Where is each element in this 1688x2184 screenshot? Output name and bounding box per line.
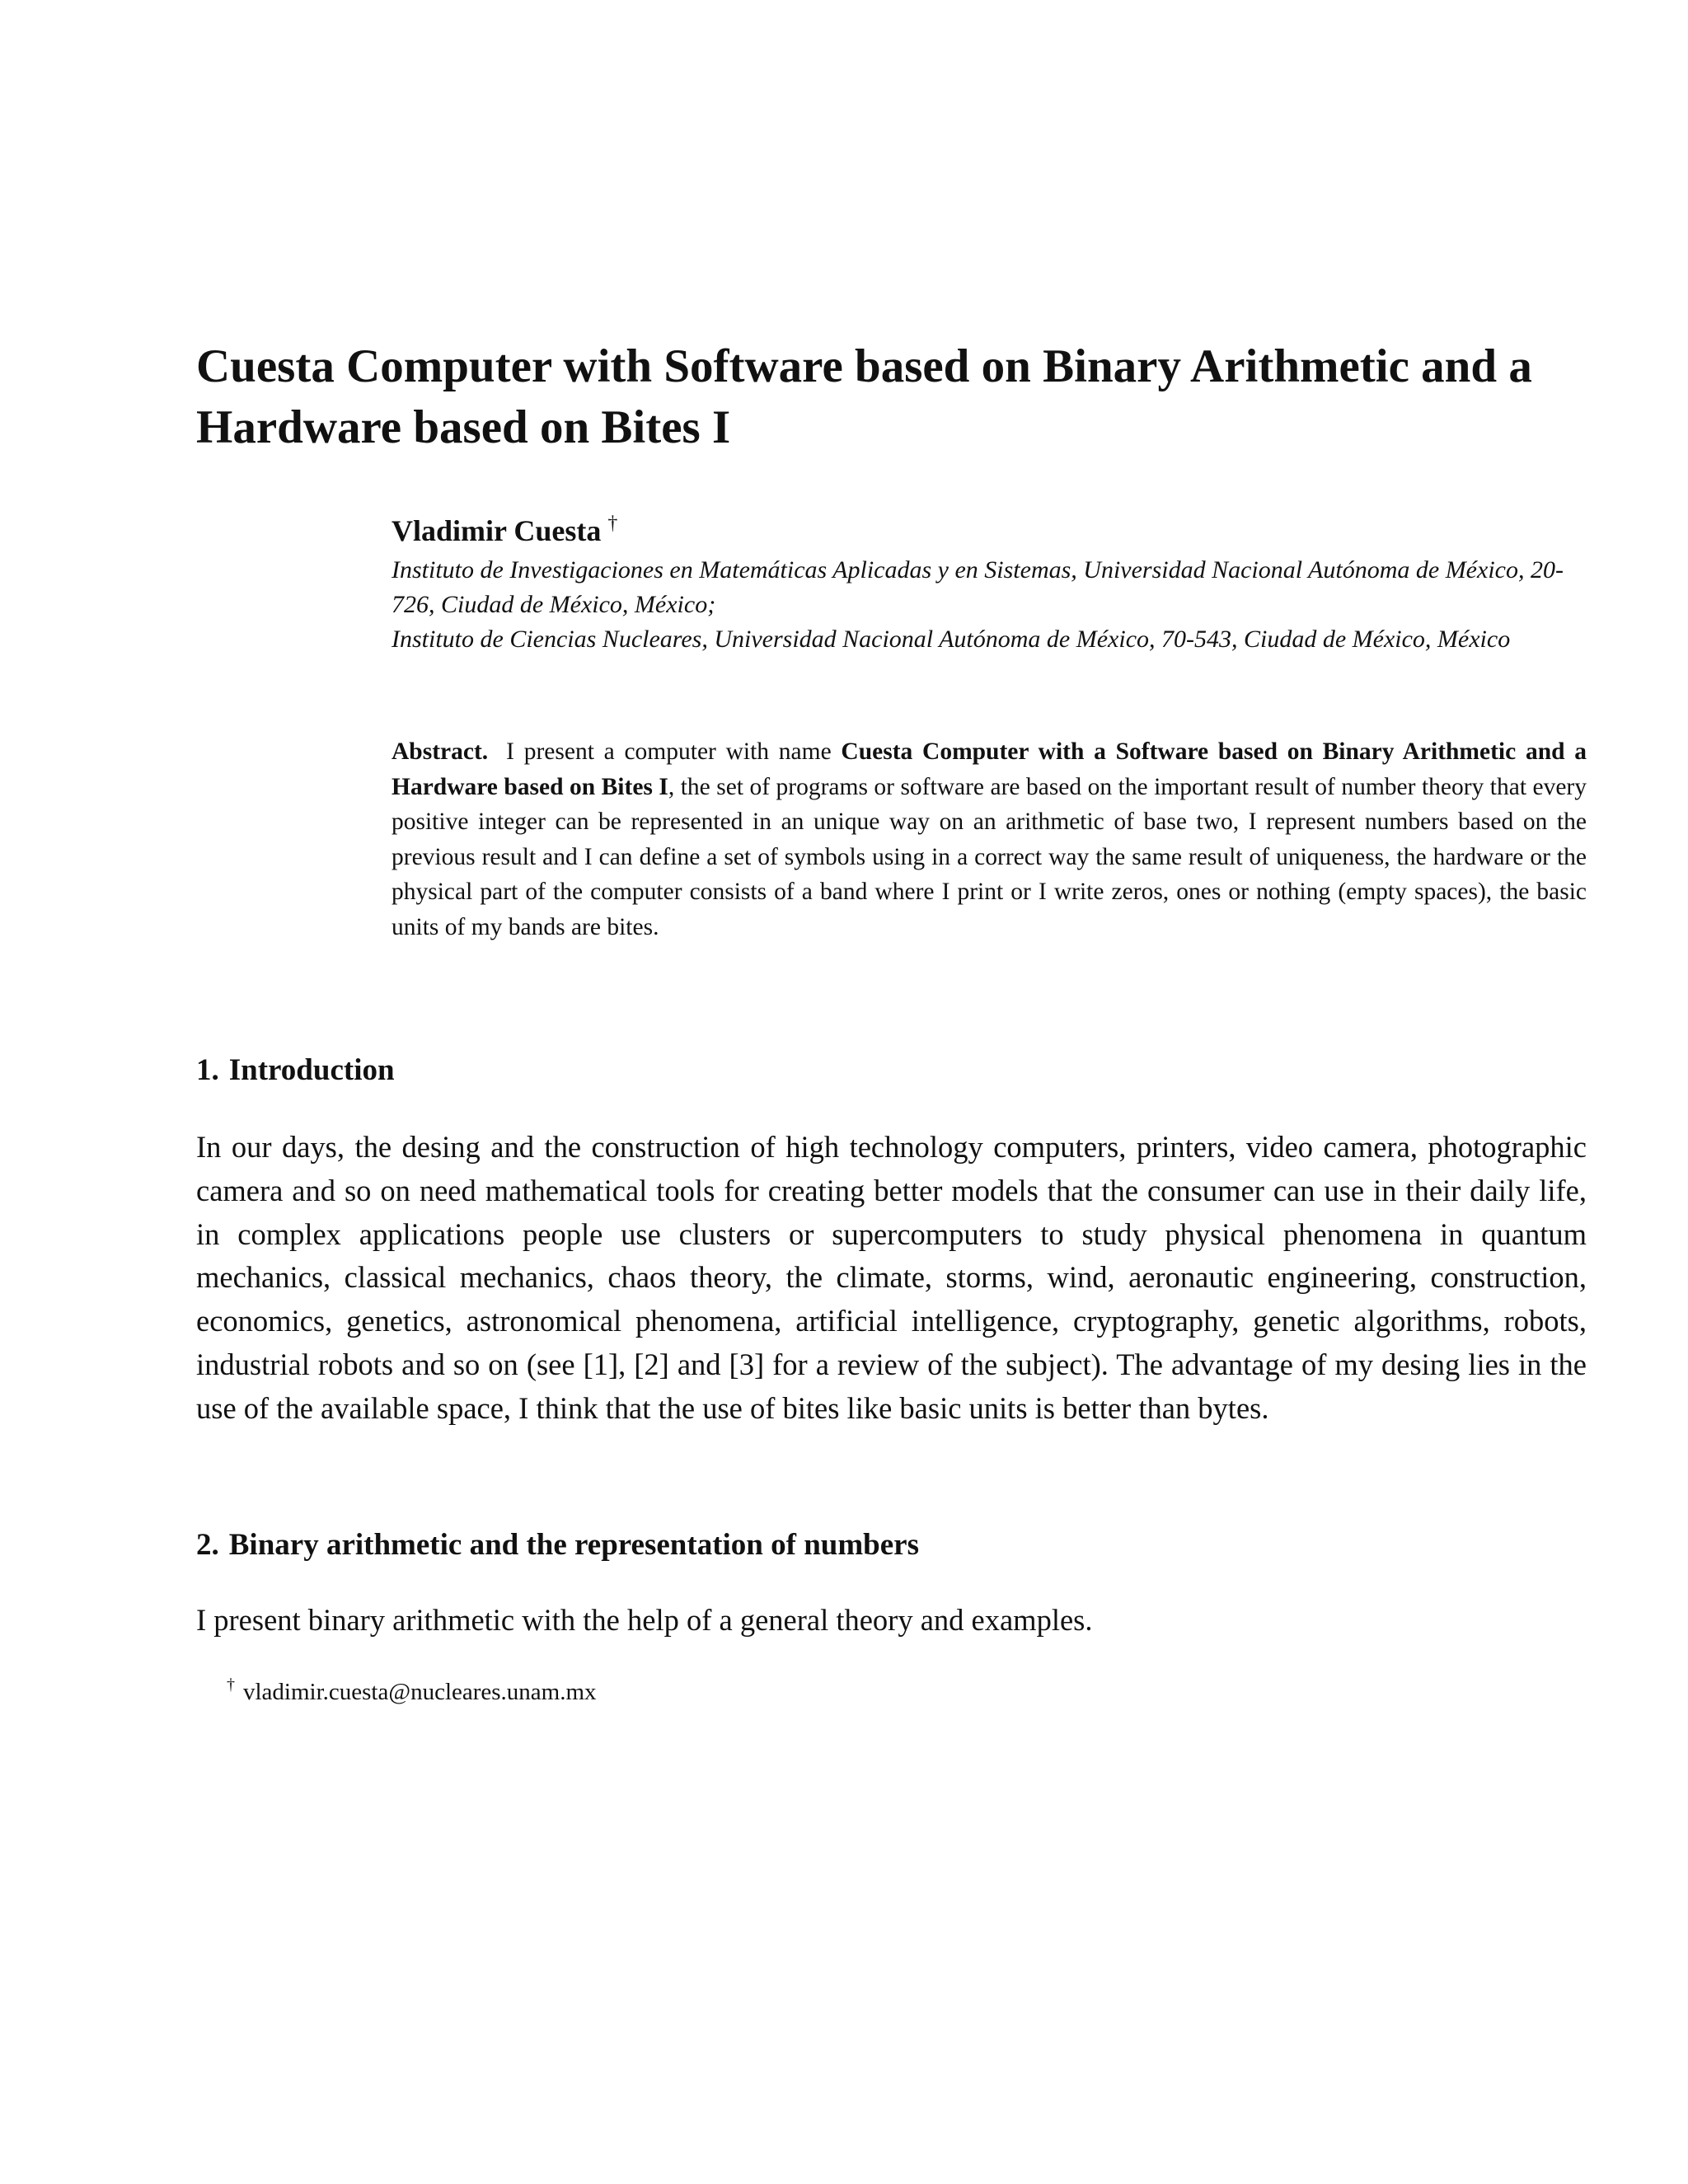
author-block (392, 501, 1587, 657)
author-footnote-mark: † (607, 513, 618, 534)
section-title: Introduction (228, 1053, 395, 1087)
section-number: 1. (196, 1053, 219, 1087)
section-number: 2. (196, 1528, 219, 1562)
footnote-email: vladimir.cuesta@nucleares.unam.mx (243, 1679, 597, 1705)
section-heading-binary-arithmetic (196, 1526, 919, 1565)
footnote-mark: † (227, 1675, 235, 1694)
abstract (392, 734, 1587, 945)
affiliation-1: Instituto de Investigaciones en Matemáticas Aplicadas y en Sistemas, Universidad Nacional Autónoma de México, 20-726, Ciudad de México, México; (392, 556, 1564, 618)
abstract-computer-name: Cuesta Computer with a Software based on Binary Arithmetic and a Hardware based on Bites I (392, 738, 1587, 800)
paper-title: Cuesta Computer with Software based on Binary Arithmetic and a Hardware based on Bites I (196, 340, 1532, 453)
abstract-intro: I present a computer with name (506, 738, 832, 765)
abstract-text: , the set of programs or software are based on the important result of number theory that every positive integer can be represented in an unique way on an arithmetic of base two, I represent numbers based on the previous result and I can define a set of symbols using in a correct way the same result of uniqueness, the hardware or the physical part of the computer consists of a band where I print or I write zeros, ones or nothing (empty spaces), the basic units of my bands are bites. (392, 773, 1587, 940)
footnote (227, 1668, 597, 1708)
introduction-paragraph: In our days, the desing and the construction of high technology computers, printers, video camera, photographic camera and so on need mathematical tools for creating better models that the consumer can use in their daily life, in complex applications people use clusters or supercomputers to study physical phenomena in quantum mechanics, classical mechanics, chaos theory, the climate, storms, wind, aeronautic engineering, construction, economics, genetics, astronomical phenomena, artificial intelligence, cryptography, genetic algorithms, robots, industrial robots and so on (see [1], [2] and [3] for a review of the subject). The advantage of my desing lies in the use of the available space, I think that the use of bites like basic units is better than bytes. (196, 1130, 1587, 1425)
section-title: Binary arithmetic and the representation of numbers (228, 1528, 920, 1562)
author-name: Vladimir Cuesta (392, 514, 602, 547)
author-line (392, 501, 1587, 553)
section-heading-introduction (196, 1051, 395, 1090)
abstract-label: Abstract. (392, 738, 489, 765)
affiliation-2: Instituto de Ciencias Nucleares, Universidad Nacional Autónoma de México, 70-543, Ciudad de México, México (392, 626, 1511, 653)
binary-arithmetic-paragraph: I present binary arithmetic with the help of a general theory and examples. (196, 1603, 1093, 1637)
